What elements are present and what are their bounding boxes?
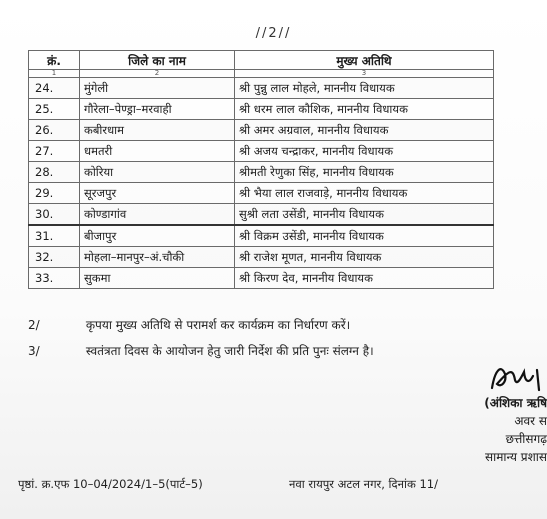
column-index: 2 <box>80 70 235 78</box>
column-index-row <box>29 70 494 78</box>
table-row <box>29 247 494 268</box>
district-cell: मोहला–मानपुर–अं.चौकी <box>80 247 235 268</box>
district-cell: कोण्डागांव <box>80 204 235 226</box>
reference-number: पृष्ठां. क्र.एफ 10–04/2024/1–5(पार्ट–5) <box>18 477 203 491</box>
serial-cell: 27. <box>29 141 80 162</box>
district-cell: बीजापुर <box>80 225 235 247</box>
serial-cell: 29. <box>29 183 80 204</box>
signatory-name: (अंशिका ऋषि <box>484 396 547 410</box>
note-number: 2/ <box>28 318 40 332</box>
note-item <box>28 342 374 359</box>
guest-cell: श्री अमर अग्रवाल, माननीय विधायक <box>235 120 494 141</box>
guest-cell: श्री किरण देव, माननीय विधायक <box>235 268 494 289</box>
signatory-department: सामान्य प्रशास <box>484 450 547 464</box>
signatory-office: छत्तीसगढ़ <box>505 432 547 446</box>
place-date: नवा रायपुर अटल नगर, दिनांक 11/ <box>289 477 438 491</box>
district-cell: कबीरधाम <box>80 120 235 141</box>
header-serial: क्रं. <box>29 51 80 70</box>
footer-line <box>18 477 438 492</box>
note-text: स्वतंत्रता दिवस के आयोजन हेतु जारी निर्देश की प्रति पुनः संलग्न है। <box>85 344 374 358</box>
column-index: 1 <box>29 70 80 78</box>
header-district: जिले का नाम <box>80 51 235 70</box>
guest-cell: श्री अजय चन्द्राकर, माननीय विधायक <box>235 141 494 162</box>
serial-cell: 24. <box>29 78 80 99</box>
table-row <box>29 225 494 247</box>
guest-cell: सुश्री लता उसेंडी, माननीय विधायक <box>235 204 494 226</box>
table-row <box>29 99 494 120</box>
serial-cell: 25. <box>29 99 80 120</box>
guest-cell: श्री विक्रम उसेंडी, माननीय विधायक <box>235 225 494 247</box>
guest-cell: श्री पुन्नु लाल मोहले, माननीय विधायक <box>235 78 494 99</box>
district-cell: सूरजपुर <box>80 183 235 204</box>
guest-cell: श्री धरम लाल कौशिक, माननीय विधायक <box>235 99 494 120</box>
serial-cell: 26. <box>29 120 80 141</box>
serial-cell: 30. <box>29 204 80 226</box>
table-row <box>29 78 494 99</box>
district-cell: मुंगेली <box>80 78 235 99</box>
note-number: 3/ <box>28 344 40 358</box>
table-row <box>29 204 494 226</box>
serial-cell: 32. <box>29 247 80 268</box>
column-index: 3 <box>235 70 494 78</box>
table-row <box>29 141 494 162</box>
note-text: कृपया मुख्य अतिथि से परामर्श कर कार्यक्रम का निर्धारण करें। <box>85 318 351 332</box>
header-chief-guest: मुख्य अतिथि <box>235 51 494 70</box>
signature-mark <box>397 360 547 394</box>
district-cell: धमतरी <box>80 141 235 162</box>
district-cell: गौरेला–पेण्ड्रा–मरवाही <box>80 99 235 120</box>
signature-block <box>397 360 547 466</box>
serial-cell: 31. <box>29 225 80 247</box>
table-row <box>29 268 494 289</box>
table-row <box>29 183 494 204</box>
guest-cell: श्रीमती रेणुका सिंह, माननीय विधायक <box>235 162 494 183</box>
guest-cell: श्री भैया लाल राजवाड़े, माननीय विधायक <box>235 183 494 204</box>
table-header-row <box>29 51 494 70</box>
district-guest-table <box>28 50 494 289</box>
serial-cell: 33. <box>29 268 80 289</box>
table-row <box>29 120 494 141</box>
note-item <box>28 316 350 333</box>
district-cell: कोरिया <box>80 162 235 183</box>
signatory-designation: अवर स <box>514 414 547 428</box>
guest-cell: श्री राजेश मूणत, माननीय विधायक <box>235 247 494 268</box>
page-number: //2// <box>255 26 292 41</box>
district-cell: सुकमा <box>80 268 235 289</box>
table-row <box>29 162 494 183</box>
serial-cell: 28. <box>29 162 80 183</box>
